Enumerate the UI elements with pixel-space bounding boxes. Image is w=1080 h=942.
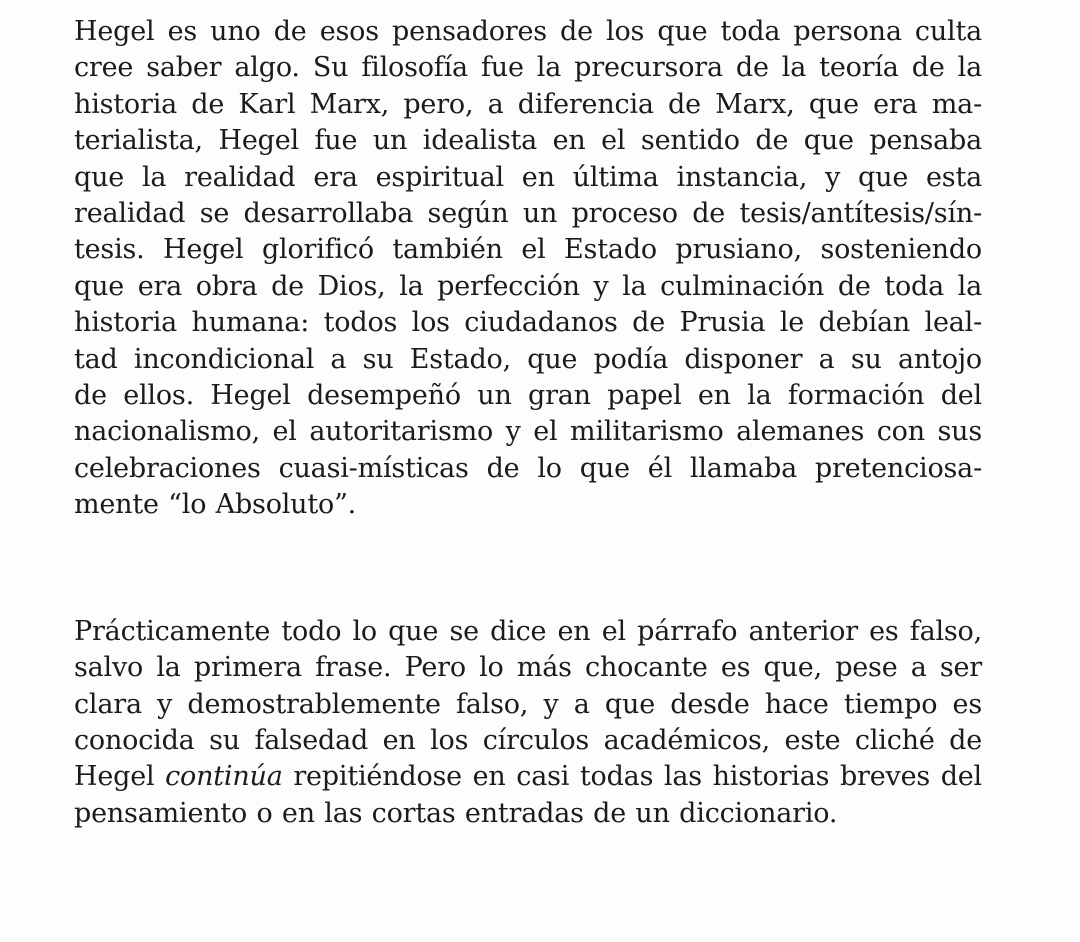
text-line: historia humana: todos los ciudadanos de Prusia le debían leal-: [74, 307, 982, 339]
text-line: celebraciones cuasi-místicas de lo que él llamaba pretenciosa-: [74, 452, 982, 484]
text-line: mente “lo Absoluto”.: [74, 489, 357, 521]
text-line: tad incondicional a su Estado, que podía disponer a su antojo: [74, 343, 982, 375]
text-line-with-emphasis: [74, 759, 982, 795]
paragraph-rebuttal: [74, 614, 982, 832]
text-line: conocida su falsedad en los círculos académicos, este cliché de: [74, 724, 982, 756]
paragraph-hegel-cliche: [74, 14, 982, 524]
text-line: pensamiento o en las cortas entradas de un diccionario.: [74, 797, 838, 829]
emphasis-word: continúa: [165, 761, 283, 793]
text-run: Hegel: [74, 761, 166, 793]
text-line: tesis. Hegel glorificó también el Estado prusiano, sosteniendo: [74, 234, 982, 266]
text-run: repitiéndose en casi todas las historias breves del: [282, 761, 982, 793]
text-line: que la realidad era espiritual en última instancia, y que esta: [74, 161, 982, 193]
text-line: salvo la primera frase. Pero lo más chocante es que, pese a ser: [74, 652, 982, 684]
text-line: cree saber algo. Su filosofía fue la precursora de la teoría de la: [74, 52, 982, 84]
text-line: Hegel es uno de esos pensadores de los que toda persona culta: [74, 16, 982, 47]
text-line: que era obra de Dios, la perfección y la culminación de toda la: [74, 270, 982, 302]
text-line: historia de Karl Marx, pero, a diferencia de Marx, que era ma-: [74, 88, 982, 120]
text-column: [74, 14, 982, 832]
text-line: nacionalismo, el autoritarismo y el militarismo alemanes con sus: [74, 416, 982, 448]
text-line: clara y demostrablemente falso, y a que desde hace tiempo es: [74, 688, 982, 720]
text-line: realidad se desarrollaba según un proceso de tesis/antítesis/sín-: [74, 198, 982, 230]
text-line: terialista, Hegel fue un idealista en el sentido de que pensaba: [74, 125, 982, 157]
text-line: de ellos. Hegel desempeñó un gran papel en la formación del: [74, 380, 982, 412]
text-line: Prácticamente todo lo que se dice en el párrafo anterior es falso,: [74, 615, 982, 647]
